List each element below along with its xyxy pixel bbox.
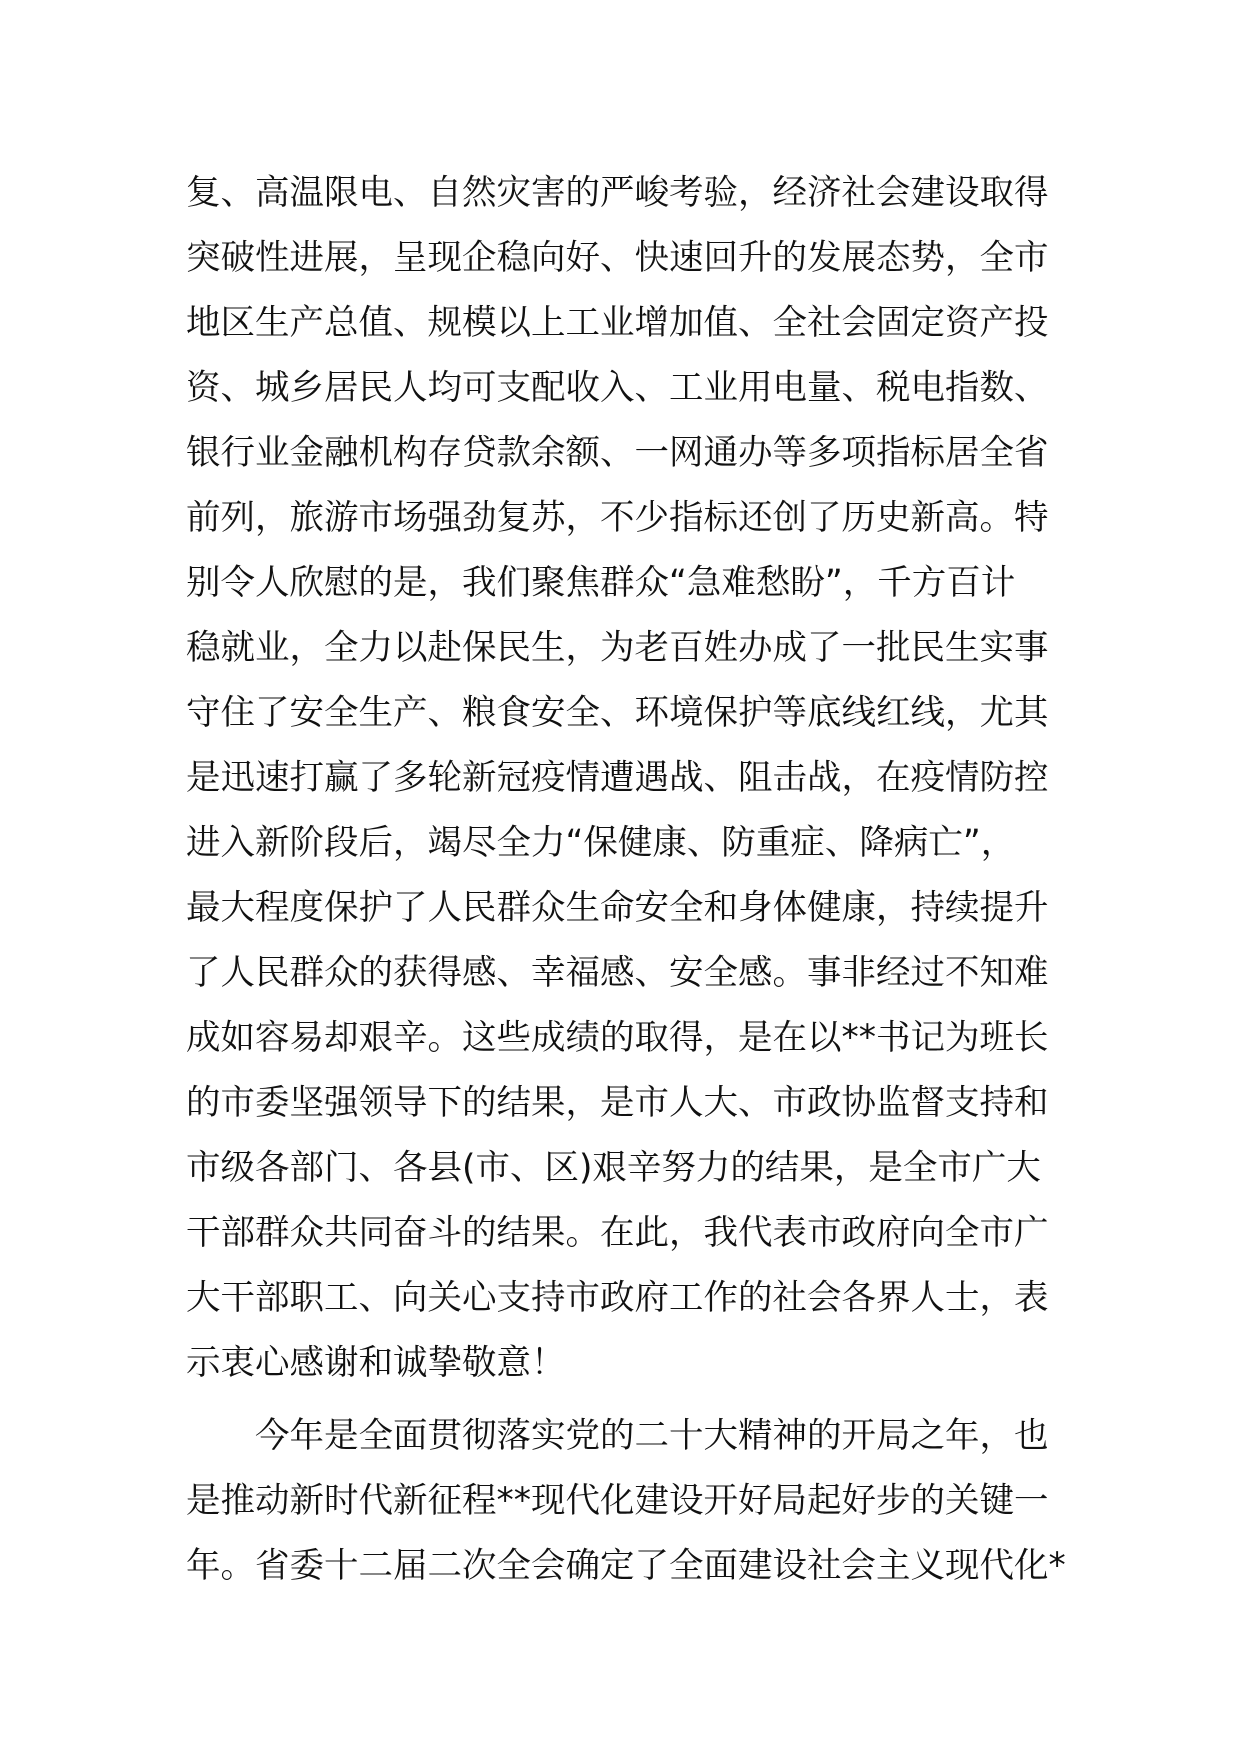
text-line: 资、城乡居民人均可支配收入、工业用电量、税电指数、 <box>186 368 1049 408</box>
text-line: 干部群众共同奋斗的结果。在此，我代表市政府向全市广 <box>186 1213 1049 1253</box>
text-line: 成如容易却艰辛。这些成绩的取得，是在以**书记为班长 <box>186 1018 1049 1058</box>
text-line: 是推动新时代新征程**现代化建设开好局起好步的关键一 <box>186 1481 1049 1521</box>
text-line: 进入新阶段后，竭尽全力“保健康、防重症、降病亡”， <box>186 823 1016 863</box>
text-line: 市级各部门、各县(市、区)艰辛努力的结果，是全市广大 <box>186 1148 1041 1188</box>
text-line: 守住了安全生产、粮食安全、环境保护等底线红线，尤其 <box>186 693 1049 733</box>
text-line: 地区生产总值、规模以上工业增加值、全社会固定资产投 <box>186 303 1049 343</box>
text-line: 稳就业，全力以赴保民生，为老百姓办成了一批民生实事 <box>186 628 1049 668</box>
text-line: 大干部职工、向关心支持市政府工作的社会各界人士，表 <box>186 1278 1049 1318</box>
text-line: 银行业金融机构存贷款余额、一网通办等多项指标居全省 <box>186 433 1049 473</box>
text-line: 前列，旅游市场强劲复苏，不少指标还创了历史新高。特 <box>186 498 1049 538</box>
text-line: 最大程度保护了人民群众生命安全和身体健康，持续提升 <box>186 888 1049 928</box>
text-line: 了人民群众的获得感、幸福感、安全感。事非经过不知难 <box>186 953 1049 993</box>
body-paragraph-1 <box>186 161 1056 1396</box>
text-line: 年。省委十二届二次全会确定了全面建设社会主义现代化* <box>186 1546 1066 1586</box>
text-line: 复、高温限电、自然灾害的严峻考验，经济社会建设取得 <box>186 173 1049 213</box>
text-line: 示衷心感谢和诚挚敬意！ <box>186 1343 566 1383</box>
text-line: 别令人欣慰的是，我们聚焦群众“急难愁盼”，千方百计 <box>186 563 1016 603</box>
body-paragraph-2 <box>186 1404 1066 1599</box>
text-line: 突破性进展，呈现企稳向好、快速回升的发展态势，全市 <box>186 238 1049 278</box>
text-line: 今年是全面贯彻落实党的二十大精神的开局之年，也 <box>186 1416 1049 1456</box>
text-line: 的市委坚强领导下的结果，是市人大、市政协监督支持和 <box>186 1083 1049 1123</box>
text-line: 是迅速打赢了多轮新冠疫情遭遇战、阻击战，在疫情防控 <box>186 758 1049 798</box>
